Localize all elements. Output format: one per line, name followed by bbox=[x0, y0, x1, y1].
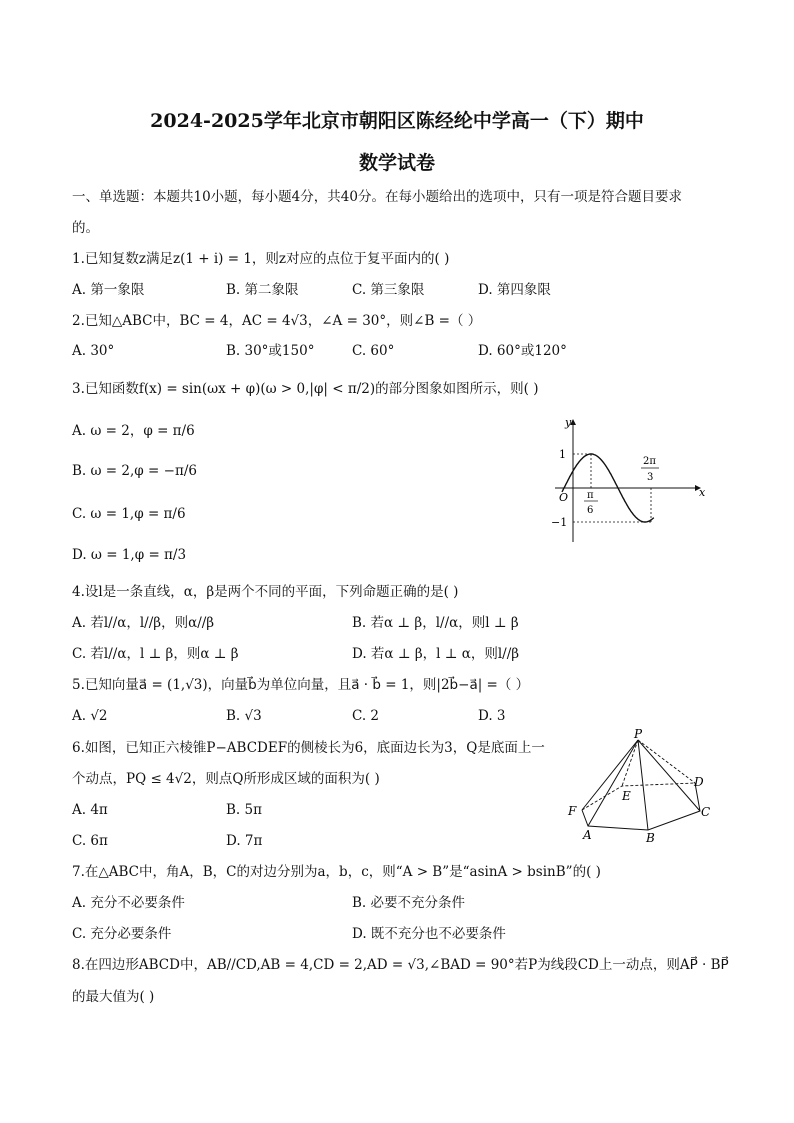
question-8-stem: 8.在四边形ABCD中，AB//CD,AB = 4,CD = 2,AD = √3,∠BAD = 90°若P为线段CD上一动点，则AP⃗ · BP⃗ bbox=[72, 957, 729, 973]
question-5-option-b: B. √3 bbox=[226, 708, 262, 724]
question-3-option-d: D. ω = 1,φ = π/3 bbox=[72, 547, 187, 563]
question-1-stem: 1.已知复数z满足z(1 + i) = 1，则z对应的点位于复平面内的( ) bbox=[72, 251, 450, 267]
question-6-option-d: D. 7π bbox=[226, 833, 263, 849]
question-5-option-c: C. 2 bbox=[352, 708, 380, 724]
question-1-option-a: A. 第一象限 bbox=[72, 282, 145, 298]
hexagonal-pyramid-figure bbox=[560, 728, 720, 848]
question-6-stem-line2: 个动点，PQ ≤ 4√2，则点Q所形成区域的面积为( ) bbox=[72, 771, 380, 787]
question-4-option-b: B. 若α ⊥ β，l//α，则l ⊥ β bbox=[352, 615, 519, 631]
vertex-label-A: A bbox=[583, 828, 592, 842]
x-tick-pi6-num: π bbox=[587, 490, 594, 501]
x-tick-2pi3-num: 2π bbox=[643, 456, 656, 467]
origin-label: O bbox=[559, 491, 569, 504]
y-axis-label: y bbox=[565, 416, 572, 429]
question-6-stem: 6.如图，已知正六棱锥P−ABCDEF的侧棱长为6，底面边长为3，Q是底面上一 bbox=[72, 740, 545, 756]
question-4-option-d: D. 若α ⊥ β，l ⊥ α，则l//β bbox=[352, 646, 520, 662]
vertex-label-F: F bbox=[568, 804, 577, 818]
question-3-stem: 3.已知函数f(x) = sin(ωx + φ)(ω > 0,|φ| < π/2)的部分图象如图所示，则( ) bbox=[72, 381, 539, 397]
question-6-option-c: C. 6π bbox=[72, 833, 108, 849]
question-5-stem: 5.已知向量a⃗ = (1,√3)，向量b⃗为单位向量，且a⃗ · b⃗ = 1，则|2b⃗−a⃗| =（ ） bbox=[72, 677, 530, 693]
vertex-label-P: P bbox=[634, 728, 643, 741]
question-1-option-c: C. 第三象限 bbox=[352, 282, 425, 298]
x-axis-label: x bbox=[699, 486, 706, 499]
question-1-option-b: B. 第二象限 bbox=[226, 282, 299, 298]
question-2-option-d: D. 60°或120° bbox=[478, 343, 567, 359]
pyramid-base-hidden-edges bbox=[582, 783, 695, 810]
question-7-option-c: C. 充分必要条件 bbox=[72, 926, 172, 942]
question-2-option-c: C. 60° bbox=[352, 343, 395, 359]
exam-subtitle: 数学试卷 bbox=[358, 152, 435, 174]
question-8-stem-line2: 的最大值为( ) bbox=[72, 989, 155, 1005]
question-7-option-a: A. 充分不必要条件 bbox=[72, 895, 185, 911]
question-2-option-b: B. 30°或150° bbox=[226, 343, 315, 359]
vertex-label-E: E bbox=[622, 789, 631, 803]
edge-PD bbox=[638, 740, 695, 783]
question-3-option-c: C. ω = 1,φ = π/6 bbox=[72, 506, 186, 522]
y-tick-neg1: −1 bbox=[551, 516, 568, 529]
question-5-option-a: A. √2 bbox=[72, 708, 108, 724]
sine-graph-figure bbox=[545, 412, 715, 547]
question-6-option-b: B. 5π bbox=[226, 802, 262, 818]
question-6-option-a: A. 4π bbox=[72, 802, 108, 818]
exam-title: 2024-2025学年北京市朝阳区陈经纶中学高一（下）期中 bbox=[150, 110, 644, 132]
question-3-option-b: B. ω = 2,φ = −π/6 bbox=[72, 463, 197, 479]
question-4-option-a: A. 若l//α，l//β，则α//β bbox=[72, 615, 215, 631]
vertex-label-C: C bbox=[701, 805, 711, 819]
question-4-option-c: C. 若l//α，l ⊥ β，则α ⊥ β bbox=[72, 646, 239, 662]
vertex-label-B: B bbox=[646, 831, 655, 845]
x-tick-2pi3-den: 3 bbox=[647, 472, 654, 483]
question-3-option-a: A. ω = 2，φ = π/6 bbox=[72, 423, 195, 439]
x-tick-pi6-den: 6 bbox=[587, 505, 594, 516]
edge-PA bbox=[588, 740, 638, 826]
vertex-label-D: D bbox=[694, 775, 704, 789]
question-4-stem: 4.设l是一条直线，α，β是两个不同的平面，下列命题正确的是( ) bbox=[72, 584, 459, 600]
question-2-option-a: A. 30° bbox=[72, 343, 115, 359]
question-2-stem: 2.已知△ABC中，BC = 4，AC = 4√3，∠A = 30°，则∠B =（ ） bbox=[72, 313, 482, 329]
section-heading-line2: 的。 bbox=[72, 220, 99, 236]
question-7-option-b: B. 必要不充分条件 bbox=[352, 895, 466, 911]
question-5-option-d: D. 3 bbox=[478, 708, 506, 724]
section-heading-line1: 一、单选题：本题共10小题，每小题4分，共40分。在每小题给出的选项中，只有一项是符合题目要求 bbox=[72, 189, 682, 205]
question-7-stem: 7.在△ABC中，角A，B，C的对边分别为a，b，c，则“A > B”是“asinA > bsinB”的( ) bbox=[72, 864, 601, 880]
y-tick-1: 1 bbox=[559, 448, 566, 461]
question-7-option-d: D. 既不充分也不必要条件 bbox=[352, 926, 506, 942]
question-1-option-d: D. 第四象限 bbox=[478, 282, 551, 298]
edge-PC bbox=[638, 740, 700, 811]
